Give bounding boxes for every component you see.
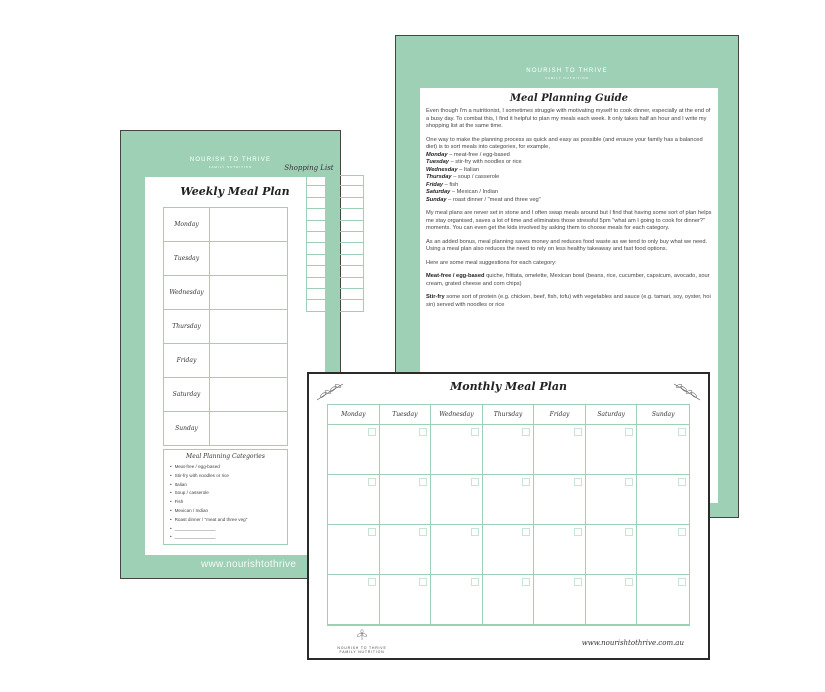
weekly-day-row	[164, 208, 288, 242]
calendar-cell	[586, 425, 638, 475]
weekly-website: www.nourishtothrive	[201, 559, 297, 570]
suggestion-heading: Meat-free / egg-based	[426, 273, 485, 279]
shopping-line	[306, 198, 364, 209]
category-item: • Mexican / Indian	[170, 507, 281, 516]
category-item: • Italian	[170, 481, 281, 490]
category-item: • Fish	[170, 498, 281, 507]
calendar-cell	[637, 575, 689, 625]
calendar-cell	[637, 425, 689, 475]
category-item-blank: • ________________	[170, 525, 281, 534]
calendar-cell	[534, 525, 586, 575]
guide-brand-tagline: FAMILY NUTRITION	[545, 76, 589, 80]
calendar-cell	[483, 525, 535, 575]
weekly-day-label: Monday	[164, 208, 210, 241]
calendar-cell	[586, 525, 638, 575]
shopping-line	[306, 232, 364, 243]
suggestion-body: quiche, frittata, omelette, Mexican bowl (beans, rice, cucumber, capsicum, avocado, sour cream, grated cheese and corn chips)	[426, 273, 710, 287]
monthly-title: Monthly Meal Plan	[450, 380, 567, 393]
calendar-cell	[534, 475, 586, 525]
weekly-day-row	[164, 344, 288, 378]
schedule-day: Friday	[426, 181, 444, 188]
weekly-title: Weekly Meal Plan	[180, 185, 290, 198]
weekly-day-label: Sunday	[164, 412, 210, 445]
calendar-cell	[380, 425, 432, 475]
calendar-cell	[431, 475, 483, 525]
calendar-cell	[328, 575, 380, 625]
weekly-day-grid	[163, 207, 288, 446]
weekly-categories-list	[170, 463, 281, 542]
schedule-day: Sunday	[426, 196, 447, 203]
calendar-cell	[586, 575, 638, 625]
suggestion-body: some sort of protein (e.g. chicken, beef, fish, tofu) with vegetables and sauce (e.g. tamari, soy, oyster, hoi sin) served with noodles or rice	[426, 294, 711, 308]
shopping-line	[306, 300, 364, 311]
shopping-line	[306, 175, 364, 186]
weekly-day-label: Saturday	[164, 378, 210, 411]
calendar-cell	[534, 425, 586, 475]
schedule-day: Saturday	[426, 189, 451, 195]
shopping-line	[306, 209, 364, 220]
schedule-meal: – Italian	[457, 166, 480, 173]
calendar-cell	[637, 525, 689, 575]
guide-suggestion	[426, 294, 712, 309]
monthly-meal-plan-sheet	[307, 372, 710, 660]
calendar-cell	[483, 575, 535, 625]
guide-intro-text: One way to make the planning process as quick and easy as possible (and ensure your family has a balanced diet) is to sort meals into categories, for example,	[426, 136, 703, 150]
guide-paragraph: As an added bonus, meal planning saves money and reduces food waste as we tend to only buy what we need. Using a meal plan also reduces the need to rely on less healthy takeaway and fast food options.	[426, 238, 708, 252]
monthly-logo	[337, 628, 387, 654]
calendar-cell	[380, 475, 432, 525]
monthly-day-header: Saturday	[586, 405, 638, 425]
schedule-meal: – meat-free / egg-based	[447, 151, 510, 158]
suggestion-heading: Stir-fry	[426, 294, 445, 300]
schedule-day: Monday	[426, 151, 448, 158]
calendar-cell	[328, 525, 380, 575]
category-item: • Roast dinner / "meat and three veg"	[170, 516, 281, 525]
monthly-day-header: Sunday	[637, 405, 689, 425]
category-item: • Stir-fry with noodles or rice	[170, 472, 281, 481]
weekly-brand-name: NOURISH TO THRIVE	[189, 157, 272, 163]
monthly-brand-tagline: FAMILY NUTRITION	[339, 650, 385, 654]
weekly-day-row	[164, 412, 288, 446]
monthly-day-header: Thursday	[483, 405, 535, 425]
calendar-cell	[637, 475, 689, 525]
monthly-brand-name: NOURISH TO THRIVE	[337, 646, 387, 650]
calendar-cell	[534, 575, 586, 625]
monthly-day-header: Tuesday	[380, 405, 432, 425]
weekly-day-row	[164, 276, 288, 310]
weekly-brand-tagline: FAMILY NUTRITION	[208, 165, 253, 169]
calendar-cell	[483, 425, 535, 475]
schedule-meal: – soup / casserole	[451, 174, 500, 180]
weekly-day-row	[164, 310, 288, 344]
calendar-cell	[431, 425, 483, 475]
calendar-cell	[483, 475, 535, 525]
monthly-day-header: Wednesday	[431, 405, 483, 425]
schedule-meal: – fish	[443, 181, 459, 188]
guide-paragraph	[426, 137, 712, 205]
guide-title: Meal Planning Guide	[509, 93, 629, 104]
shopping-line	[306, 255, 364, 266]
shopping-line	[306, 243, 364, 254]
shopping-line	[306, 289, 364, 300]
calendar-cell	[380, 525, 432, 575]
category-item-blank: • ________________	[170, 533, 281, 542]
calendar-cell	[431, 525, 483, 575]
weekly-day-row	[164, 378, 288, 412]
weekly-content	[145, 177, 325, 555]
schedule-meal: – stir-fry with noodles or rice	[448, 159, 522, 165]
category-item: • Soup / casserole	[170, 489, 281, 498]
calendar-cell	[380, 575, 432, 625]
weekly-day-label: Friday	[164, 344, 210, 377]
schedule-meal: – Mexican / Indian	[450, 189, 499, 195]
calendar-cell	[431, 575, 483, 625]
leaf-logo-icon	[355, 629, 369, 641]
monthly-day-header: Friday	[534, 405, 586, 425]
guide-paragraph: Even though I'm a nutritionist, I sometimes struggle with motivating myself to cook dinner, especially at the end of a busy day. To combat this, I find it helpful to plan my meals each week. It only takes half an hour and I write my shopping list at the same time.	[426, 108, 711, 129]
calendar-cell	[328, 425, 380, 475]
schedule-meal: – roast dinner / "meat and three veg"	[446, 196, 541, 203]
weekly-categories-box	[163, 449, 288, 545]
shopping-list-title: Shopping List	[284, 164, 334, 172]
guide-paragraph: Here are some meal suggestions for each category:	[426, 259, 557, 266]
guide-paragraph: My meal plans are never set in stone and I often swap meals around but I find that having some sort of plan helps me stay organised, saves a lot of time and eliminates those stressful 5pm "what am I going to cook for dinner?" moments. You can even get the kids involved by asking them to choose meals for each category.	[426, 210, 712, 231]
weekly-categories-title: Meal Planning Categories	[186, 453, 265, 460]
guide-suggestion	[426, 273, 712, 288]
schedule-day: Tuesday	[426, 159, 449, 165]
weekly-day-row	[164, 242, 288, 276]
schedule-day: Thursday	[426, 174, 452, 180]
calendar-cell	[328, 475, 380, 525]
monthly-website: www.nourishtothrive.com.au	[581, 639, 684, 647]
monthly-calendar-grid	[327, 404, 690, 626]
shopping-list-lines	[306, 175, 364, 312]
weekly-day-label: Thursday	[164, 310, 210, 343]
shopping-line	[306, 221, 364, 232]
monthly-day-header: Monday	[328, 405, 380, 425]
shopping-line	[306, 266, 364, 277]
shopping-line	[306, 186, 364, 197]
category-item: • Meat-free / egg-based	[170, 463, 281, 472]
schedule-day: Wednesday	[426, 166, 458, 173]
calendar-cell	[586, 475, 638, 525]
guide-brand-name: NOURISH TO THRIVE	[526, 68, 608, 74]
shopping-line	[306, 278, 364, 289]
weekly-day-label: Tuesday	[164, 242, 210, 275]
weekly-day-label: Wednesday	[164, 276, 210, 309]
